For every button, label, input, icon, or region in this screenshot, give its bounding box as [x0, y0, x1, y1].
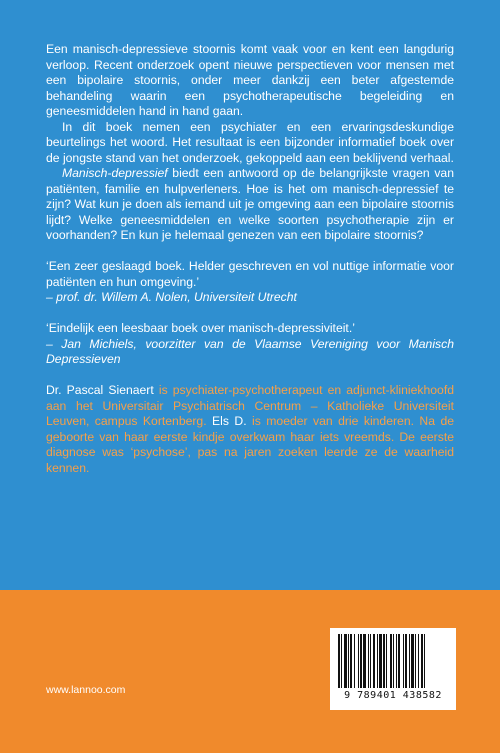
author-bios [46, 383, 454, 476]
author-1-bio: is psychiater-psychotherapeut en adjunct-kliniekhoofd aan het Universitair Psychiatrisch Centrum – Katholieke Universiteit Leuven, campus Kortenberg. [46, 383, 454, 428]
author-1-name: Dr. Pascal Sienaert [46, 383, 154, 397]
barcode-number: 9 789401 438582 [344, 690, 442, 701]
third-paragraph-text: biedt een antwoord op de belangrijkste vragen van patiënten, familie en hulpverleners. Hoe is het om manisch-depressief te zijn? Wat kun je doen als iemand uit je omgeving aan een bipolaire stoornis lijdt? Welke geneesmiddelen en welke soorten psychotherapie zijn er voorhanden? En kun je helemaal genezen van een bipolaire stoornis? [46, 166, 454, 242]
intro-paragraph: Een manisch-depressieve stoornis komt vaak voor en kent een langdurig verloop. Recent onderzoek opent nieuwe perspectieven voor mensen met een bipolaire stoornis, onder meer dankzij een beter afgestemde behandeling waarin een psychotherapeutische begeleiding en geneesmiddelen hand in hand gaan. [46, 42, 454, 118]
blurb-text [46, 42, 454, 476]
barcode-bars-icon [336, 634, 450, 688]
quote-2-attribution: – Jan Michiels, voorzitter van de Vlaamse Vereniging voor Manisch Depressieven [46, 336, 454, 366]
quote-2: ‘Eindelijk een leesbaar boek over manisch-depressiviteit.’ [46, 321, 355, 335]
publisher-website: www.lannoo.com [46, 684, 126, 696]
author-2-name: Els D. [212, 414, 247, 428]
quote-1: ‘Een zeer geslaagd boek. Helder geschreven en vol nuttige informatie voor patiënten en hun omgeving.’ [46, 259, 454, 289]
second-paragraph: In dit boek nemen een psychiater en een ervaringsdeskundige beurtelings het woord. Het resultaat is een bijzonder informatief boek over de jongste stand van het onderzoek, gekoppeld aan een beklijvend verhaal. [46, 119, 454, 165]
author-2-bio: is moeder van drie kinderen. Na de geboorte van haar eerste kindje overkwam haar iets vreemds. De eerste diagnose was ‘psychose’, pas na jaren zoeken leerde ze de waarheid kennen. [46, 414, 454, 475]
quote-1-attribution: – prof. dr. Willem A. Nolen, Universiteit Utrecht [46, 290, 297, 304]
third-paragraph [46, 166, 454, 244]
book-title-inline: Manisch-depressief [62, 166, 168, 180]
barcode [330, 628, 456, 710]
